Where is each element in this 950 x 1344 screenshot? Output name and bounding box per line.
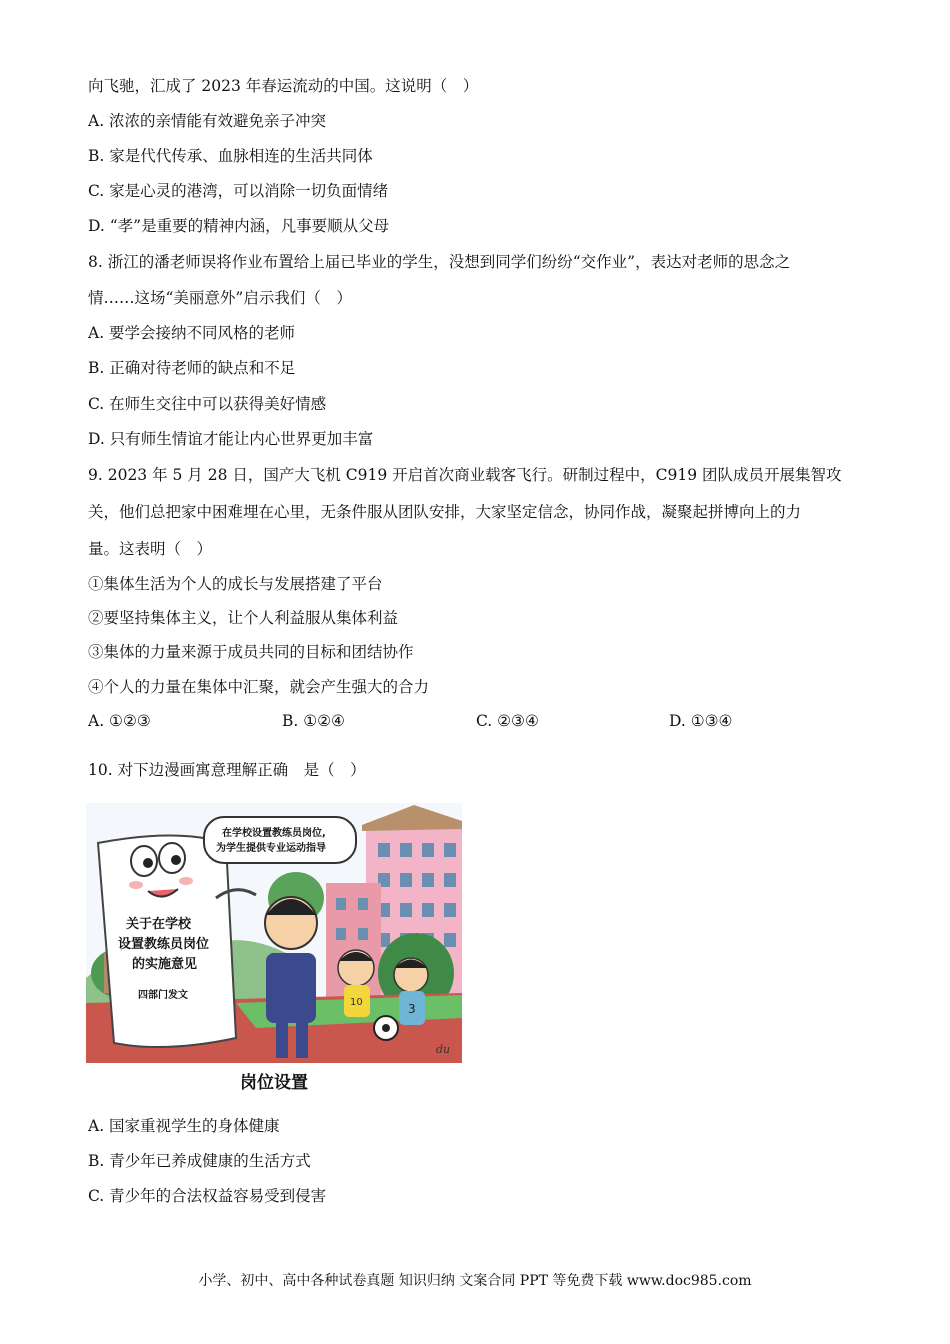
q7-stem-end: 向飞驰，汇成了 2023 年春运流动的中国。这说明（ ） — [88, 77, 479, 95]
q9-statement-2: ②要坚持集体主义，让个人利益服从集体利益 — [88, 609, 399, 627]
q9-statement-3: ③集体的力量来源于成员共同的目标和团结协作 — [88, 643, 414, 661]
q9-stem-line2: 关，他们总把家中困难埋在心里，无条件服从团队安排，大家坚定信念，协同作战，凝聚起拼博向上的力 — [88, 503, 802, 521]
q7-option-b: B. 家是代代传承、血脉相连的生活共同体 — [88, 147, 373, 165]
q9-stem-line1: 9. 2023 年 5 月 28 日，国产大飞机 C919 开启首次商业载客飞行。研制过程中，C919 团队成员开展集智攻 — [88, 466, 842, 484]
q7-option-d: D. “孝”是重要的精神内涵，凡事要顺从父母 — [88, 217, 390, 235]
q9-stem-line3: 量。这表明（ ） — [88, 540, 213, 558]
q9-statement-4: ④个人的力量在集体中汇聚，就会产生强大的合力 — [88, 678, 430, 696]
speech-line-1: 在学校设置教练员岗位, — [222, 828, 326, 839]
cartoon-caption: 岗位设置 — [240, 1073, 308, 1093]
q8-option-a: A. 要学会接纳不同风格的老师 — [88, 324, 296, 342]
jersey-number-2: 3 — [408, 1002, 416, 1016]
q8-option-d: D. 只有师生情谊才能让内心世界更加丰富 — [88, 430, 374, 448]
cartoon-illustration — [86, 803, 462, 1063]
q7-option-a: A. 浓浓的亲情能有效避免亲子冲突 — [88, 112, 327, 130]
q10-stem: 10. 对下边漫画寓意理解正确 是（ ） — [88, 761, 366, 779]
q8-stem-line1: 8. 浙江的潘老师误将作业布置给上届已毕业的学生，没想到同学们纷纷“交作业”，表达对老师的思念之 — [88, 253, 791, 271]
q7-option-c: C. 家是心灵的港湾，可以消除一切负面情绪 — [88, 182, 389, 200]
q8-stem-line2: 情……这场“美丽意外”启示我们（ ） — [88, 289, 352, 307]
jersey-number-1: 10 — [350, 997, 363, 1008]
q8-option-b: B. 正确对待老师的缺点和不足 — [88, 359, 296, 377]
q9-option-a: A. ①②③ — [88, 712, 151, 730]
doc-subtitle: 四部门发文 — [138, 990, 188, 1001]
q10-option-a: A. 国家重视学生的身体健康 — [88, 1117, 280, 1135]
artist-signature: du — [436, 1043, 451, 1056]
doc-title-2: 设置教练员岗位 — [118, 937, 210, 952]
q9-option-d: D. ①③④ — [669, 712, 733, 730]
q10-option-c: C. 青少年的合法权益容易受到侵害 — [88, 1187, 327, 1205]
q9-option-c: C. ②③④ — [476, 712, 539, 730]
page-footer: 小学、初中、高中各种试卷真题 知识归纳 文案合同 PPT 等免费下载 www.doc985.com — [198, 1273, 752, 1289]
doc-title-3: 的实施意见 — [132, 957, 198, 972]
q9-option-b: B. ①②④ — [282, 712, 345, 730]
speech-line-2: 为学生提供专业运动指导 — [216, 843, 326, 854]
q10-option-b: B. 青少年已养成健康的生活方式 — [88, 1152, 311, 1170]
doc-title-1: 关于在学校 — [126, 917, 192, 932]
q9-statement-1: ①集体生活为个人的成长与发展搭建了平台 — [88, 575, 383, 593]
q8-option-c: C. 在师生交往中可以获得美好情感 — [88, 395, 327, 413]
